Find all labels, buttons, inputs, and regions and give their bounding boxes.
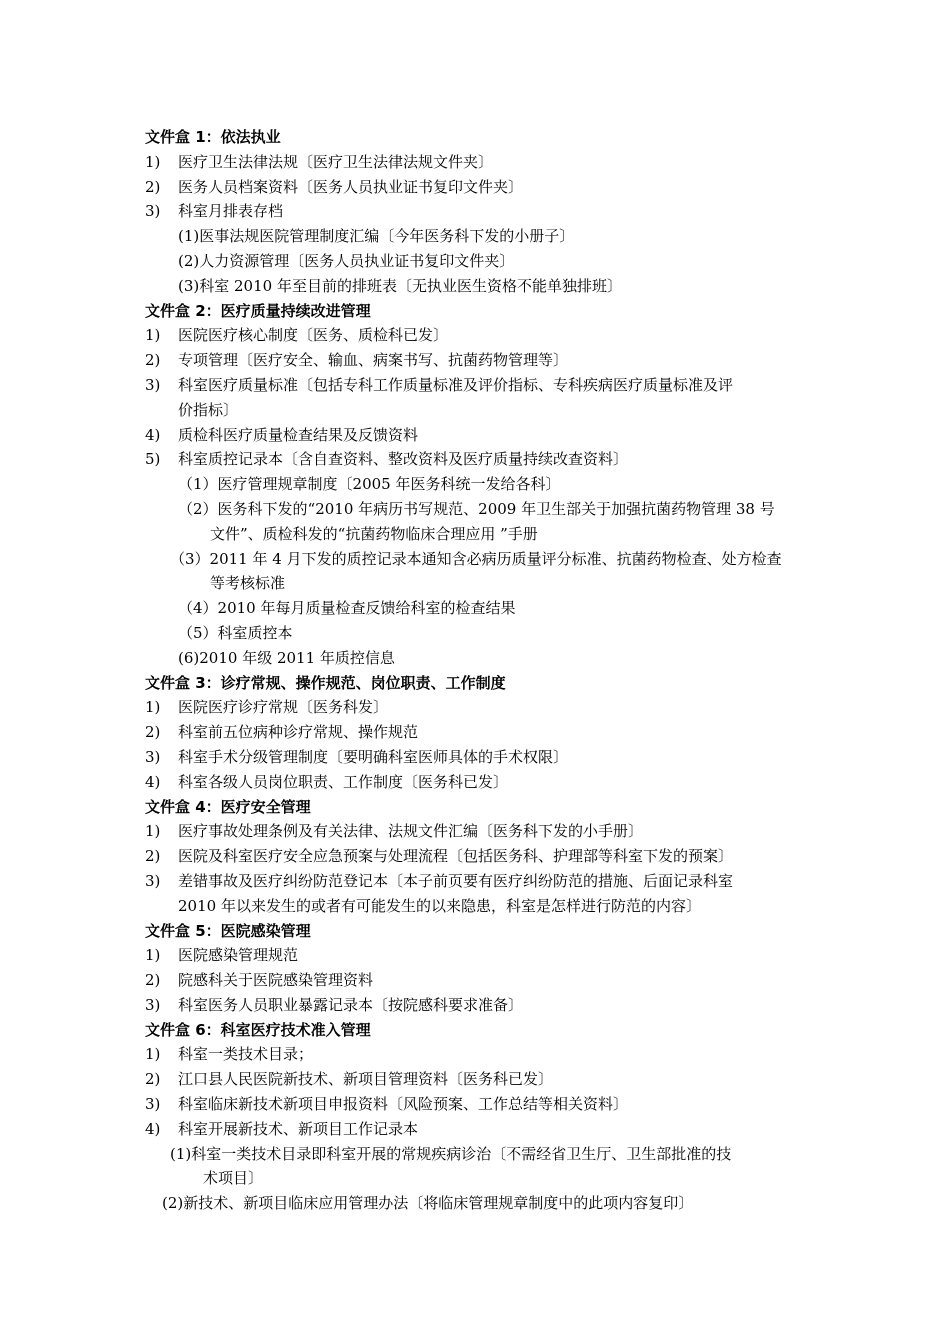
- list-item: 2) 医院及科室医疗安全应急预案与处理流程〔包括医务科、护理部等科室下发的预案〕: [145, 847, 734, 866]
- sub-item: (1)医事法规医院管理制度汇编〔今年医务科下发的小册子〕: [178, 227, 575, 246]
- box-5-heading: 文件盒 5：医院感染管理: [145, 921, 311, 940]
- sub-item: (3)科室 2010 年至目前的排班表〔无执业医生资格不能单独排班〕: [178, 276, 622, 295]
- sub-item: （1）医疗管理规章制度〔2005 年医务科统一发给各科〕: [178, 475, 561, 494]
- list-item: 3) 差错事故及医疗纠纷防范登记本〔本子前页要有医疗纠纷防范的措施、后面记录科室: [145, 871, 734, 890]
- list-item: 4) 科室各级人员岗位职责、工作制度〔医务科已发〕: [145, 772, 509, 791]
- sub-item: （2）医务科下发的“2010 年病历书写规范、2009 年卫生部关于加强抗菌药物管理 38 号: [178, 499, 775, 518]
- list-item: 3) 科室医务人员职业暴露记录本〔按院感科要求准备〕: [145, 995, 524, 1014]
- list-item: 2) 医务人员档案资料〔医务人员执业证书复印文件夹〕: [145, 177, 524, 196]
- list-item: 1) 科室一类技术目录；: [145, 1045, 314, 1064]
- sub-item: (2)新技术、新项目临床应用管理办法〔将临床管理规章制度中的此项内容复印〕: [162, 1194, 694, 1213]
- sub-item-continuation: 术项目〕: [203, 1169, 264, 1188]
- sub-item: （4）2010 年每月质量检查反馈给科室的检查结果: [178, 599, 516, 618]
- sub-item: （5）科室质控本: [178, 623, 293, 642]
- box-1-heading: 文件盒 1：依法执业: [145, 128, 281, 146]
- list-item: 3) 科室医疗质量标准〔包括专科工作质量标准及评价指标、专科疾病医疗质量标准及评: [145, 375, 734, 394]
- document-body: [145, 125, 815, 1216]
- sub-item-continuation: 文件”、质检科发的“抗菌药物临床合理应用 ”手册: [210, 524, 538, 543]
- list-item-continuation: 2010 年以来发生的或者有可能发生的以来隐患，科室是怎样进行防范的内容〕: [178, 896, 701, 915]
- list-item: 3) 科室手术分级管理制度〔要明确科室医师具体的手术权限〕: [145, 747, 569, 766]
- list-item: 4) 质检科医疗质量检查结果及反馈资料: [145, 425, 419, 444]
- list-item: 3) 科室月排表存档: [145, 202, 284, 221]
- list-item: 2) 专项管理〔医疗安全、输血、病案书写、抗菌药物管理等〕: [145, 351, 569, 370]
- list-item: 1) 医疗事故处理条例及有关法律、法规文件汇编〔医务科下发的小手册〕: [145, 822, 644, 841]
- list-item: 4) 科室开展新技术、新项目工作记录本: [145, 1119, 419, 1138]
- box-6-heading: 文件盒 6：科室医疗技术准入管理: [145, 1020, 371, 1039]
- list-item: 2) 江口县人民医院新技术、新项目管理资料〔医务科已发〕: [145, 1070, 554, 1089]
- sub-item-continuation: 等考核标准: [210, 574, 286, 593]
- sub-item: (6)2010 年级 2011 年质控信息: [178, 648, 395, 667]
- sub-item: (2)人力资源管理〔医务人员执业证书复印文件夹〕: [178, 251, 515, 270]
- list-item: 2) 院感科关于医院感染管理资料: [145, 971, 374, 990]
- list-item: 1) 医院医疗核心制度〔医务、质检科已发〕: [145, 326, 449, 345]
- list-item: 1) 医疗卫生法律法规〔医疗卫生法律法规文件夹〕: [145, 152, 494, 171]
- list-item-continuation: 价指标〕: [178, 400, 239, 419]
- list-item: 1) 医院医疗诊疗常规〔医务科发〕: [145, 698, 389, 717]
- box-3-heading: 文件盒 3：诊疗常规、操作规范、岗位职责、工作制度: [145, 673, 506, 692]
- box-2-heading: 文件盒 2：医疗质量持续改进管理: [145, 301, 371, 320]
- sub-item: (1)科室一类技术目录即科室开展的常规疾病诊治〔不需经省卫生厅、卫生部批准的技: [170, 1144, 732, 1163]
- list-item: 5) 科室质控记录本〔含自查资料、整改资料及医疗质量持续改查资料〕: [145, 450, 629, 469]
- list-item: 3) 科室临床新技术新项目申报资料〔风险预案、工作总结等相关资料〕: [145, 1095, 629, 1114]
- list-item: 2) 科室前五位病种诊疗常规、操作规范: [145, 723, 419, 742]
- list-item: 1) 医院感染管理规范: [145, 946, 299, 965]
- sub-item: （3）2011 年 4 月下发的质控记录本通知含必病历质量评分标准、抗菌药物检查、处方检查: [170, 549, 782, 568]
- box-4-heading: 文件盒 4：医疗安全管理: [145, 797, 311, 816]
